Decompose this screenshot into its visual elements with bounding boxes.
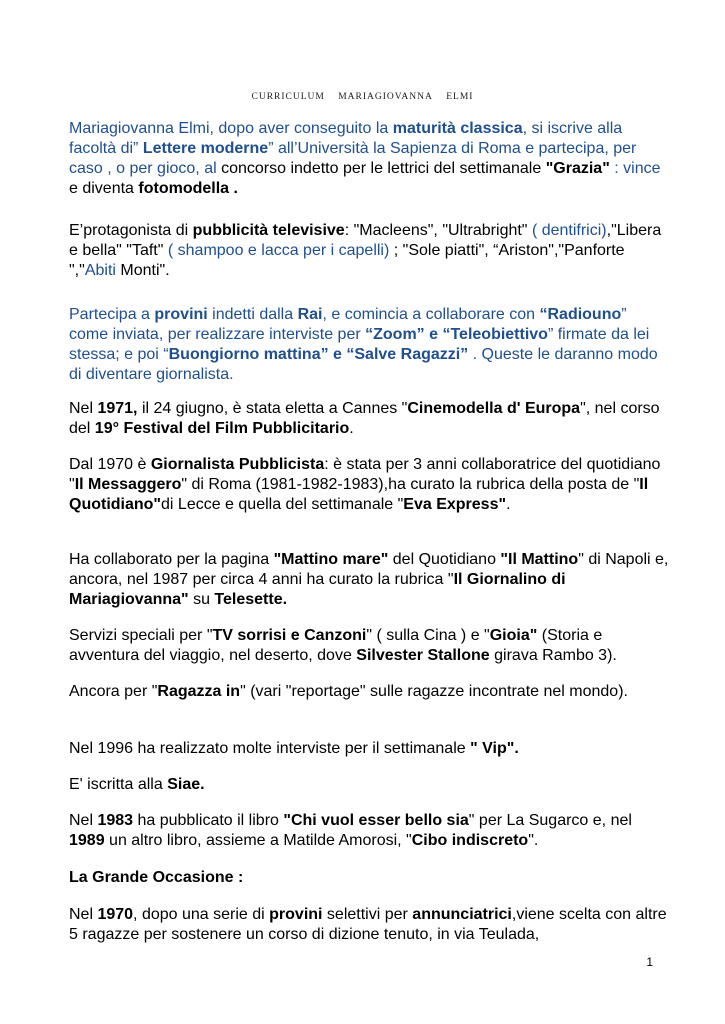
paragraph-siae: E' iscritta alla Siae. bbox=[69, 776, 205, 793]
paragraph-vip: Nel 1996 ha realizzato molte interviste per il settimanale " Vip". bbox=[69, 740, 519, 757]
paragraph-journalist: Dal 1970 è Giornalista Pubblicista: è stata per 3 anni collaboratrice del quotidiano "Il Messaggero" di Roma (1981-1982-1983),ha curato la rubrica della posta de "Il Quotidiano"di Lecce e quella del settimanale "Eva Express". bbox=[69, 456, 661, 513]
section-heading: La Grande Occasione : bbox=[69, 869, 244, 886]
paragraph-intro: Mariagiovanna Elmi, dopo aver conseguito la maturità classica, si iscrive alla facoltà di” Lettere moderne” all’Università la Sapienza di Roma e partecipa, per caso , o per gioco, al concorso indetto per le lettrici del settimanale "Grazia" : vince e diventa fotomodella . bbox=[69, 120, 661, 197]
document-header bbox=[0, 87, 725, 107]
paragraph-advertising: E’protagonista di pubblicità televisive: "Macleens", "Ultrabright" ( dentifrici),"Libera e bella" "Taft" ( shampoo e lacca per i capelli) ; "Sole piatti", “Ariston","Panforte ","Abiti Monti". bbox=[69, 222, 662, 279]
page-number: 1 bbox=[646, 955, 653, 969]
paragraph-cannes: Nel 1971, il 24 giugno, è stata eletta a Cannes "Cinemodella d' Europa", nel corso del 19° Festival del Film Pubblicitario. bbox=[69, 400, 660, 437]
paragraph-occasione: Nel 1970, dopo una serie di provini selettivi per annunciatrici,viene scelta con altre 5 ragazze per sostenere un corso di dizione tenuto, in via Teulada, bbox=[69, 906, 667, 943]
paragraph-servizi: Servizi speciali per "TV sorrisi e Canzoni" ( sulla Cina ) e "Gioia" (Storia e avventura del viaggio, nel deserto, dove Silvester Stallone girava Rambo 3). bbox=[69, 627, 617, 664]
header-name-last: ELMI bbox=[446, 92, 474, 102]
paragraph-rai: Partecipa a provini indetti dalla Rai, e comincia a collaborare con “Radiouno” come inviata, per realizzare interviste per “Zoom” e “Teleobiettivo” firmate da lei stessa; e poi “Buongiorno mattina” e “Salve Ragazzi” . Queste le daranno modo di diventare giornalista. bbox=[69, 306, 658, 383]
paragraph-books: Nel 1983 ha pubblicato il libro "Chi vuol esser bello sia" per La Sugarco e, nel 1989 un altro libro, assieme a Matilde Amorosi, "Cibo indiscreto". bbox=[69, 812, 632, 849]
header-name-first: MARIAGIOVANNA bbox=[338, 92, 433, 102]
paragraph-ragazza-in: Ancora per "Ragazza in" (vari "reportage" sulle ragazze incontrate nel mondo). bbox=[69, 683, 628, 700]
paragraph-mattino: Ha collaborato per la pagina "Mattino mare" del Quotidiano "Il Mattino" di Napoli e, ancora, nel 1987 per circa 4 anni ha curato la rubrica "Il Giornalino di Mariagiovanna" su Telesette. bbox=[69, 551, 669, 608]
header-label: CURRICULUM bbox=[251, 92, 325, 102]
